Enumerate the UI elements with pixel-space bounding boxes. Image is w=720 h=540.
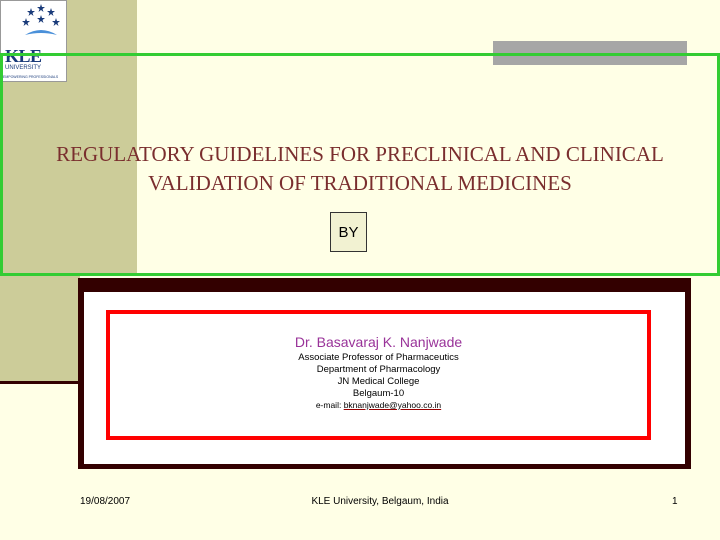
slide-title [0,140,720,198]
author-name: Dr. Basavaraj K. Nanjwade [294,334,463,350]
logo-subname: UNIVERSITY [5,65,42,71]
logo-tagline: EMPOWERING PROFESSIONALS [3,75,59,79]
slide-title-line-1: REGULATORY GUIDELINES FOR PRECLINICAL AND CLINICAL [56,142,664,166]
author-department: Department of Pharmacology [316,364,441,375]
footer-center-text: KLE University, Belgaum, India [311,496,449,507]
stars-icon [21,3,61,39]
footer-date: 19/08/2007 [80,496,131,507]
footer-page-number: 1 [672,496,678,507]
left-decor-band-lower [0,275,80,383]
author-city: Belgaum-10 [352,388,405,399]
left-dark-rule [0,381,80,384]
by-label-box: BY [330,212,367,252]
slide-title-line-2: VALIDATION OF TRADITIONAL MEDICINES [148,171,572,195]
author-email-link[interactable]: bknanjwade@yahoo.co.in [343,400,442,410]
author-college: JN Medical College [337,376,420,387]
author-email-row [106,400,651,411]
email-prefix: e-mail: [315,400,344,410]
author-designation: Associate Professor of Pharmaceutics [298,352,459,363]
logo-name: KLE [5,46,42,66]
